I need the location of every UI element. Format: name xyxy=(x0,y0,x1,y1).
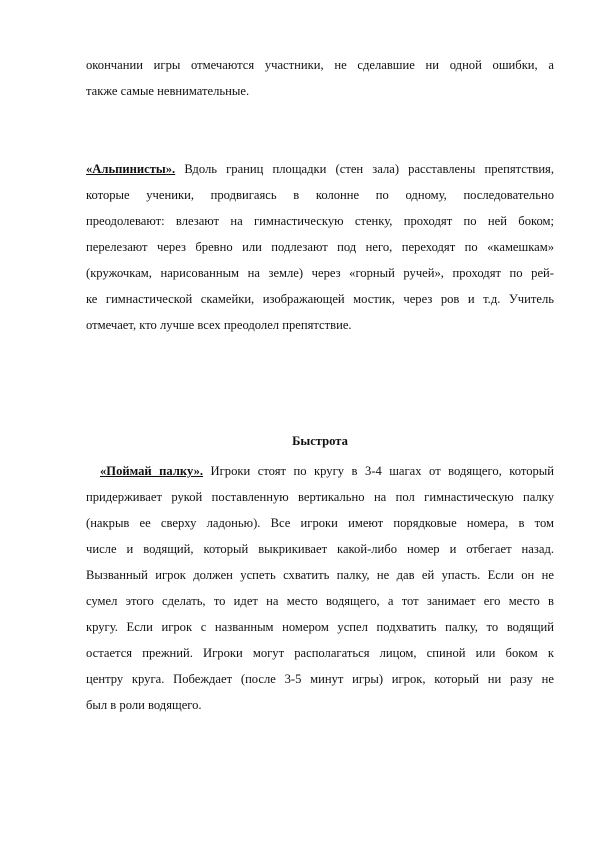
text-line: числе и водящий, который выкрикивает какой-либо номер и отбегает назад. xyxy=(86,542,554,556)
text-line: также самые невнимательные. xyxy=(86,84,250,98)
alpinists-paragraph xyxy=(86,156,554,338)
text-line: кругу. Если игрок с названным номером успел подхватить палку, то водящий xyxy=(86,620,554,634)
catch-stick-paragraph xyxy=(86,458,554,718)
text-line: которые ученики, продвигаясь в колонне по одному, последовательно xyxy=(86,188,554,202)
text-line: отмечает, кто лучше всех преодолел препятствие. xyxy=(86,318,352,332)
text-line: Вызванный игрок должен успеть схватить палку, не дав ей упасть. Если он не xyxy=(86,568,554,582)
text-line: (накрыв ее сверху ладонью). Все игроки имеют порядковые номера, в том xyxy=(86,516,554,530)
text-fragment: Вдоль границ площадки (стен зала) расставлены препятствия, xyxy=(175,162,554,176)
text-fragment: Игроки стоят по кругу в 3-4 шагах от водящего, который xyxy=(203,464,554,478)
section-heading: Быстрота xyxy=(292,434,348,448)
game-title-catch-stick: «Поймай палку». xyxy=(100,464,204,478)
text-line xyxy=(86,156,554,182)
text-line: остается прежний. Игроки могут располагаться лицом, спиной или боком к xyxy=(86,646,554,660)
intro-paragraph xyxy=(86,52,554,104)
text-line: преодолевают: влезают на гимнастическую стенку, проходят по ней боком; xyxy=(86,214,554,228)
text-line: придерживает рукой поставленную вертикально на пол гимнастическую палку xyxy=(86,490,554,504)
text-line: окончании игры отмечаются участники, не сделавшие ни одной ошибки, а xyxy=(86,58,554,72)
text-line: был в роли водящего. xyxy=(86,698,202,712)
text-line: перелезают через бревно или подлезают под него, переходят по «камешкам» xyxy=(86,240,554,254)
text-line xyxy=(86,458,554,484)
text-line: центру круга. Побеждает (после 3-5 минут игры) игрок, который ни разу не xyxy=(86,672,554,686)
text-line: (кружочкам, нарисованным на земле) через «горный ручей», проходят по рей- xyxy=(86,266,554,280)
text-line: сумел этого сделать, то идет на место водящего, а тот занимает его место в xyxy=(86,594,554,608)
game-title-alpinists: «Альпинисты». xyxy=(86,162,176,176)
text-line: ке гимнастической скамейки, изображающей мостик, через ров и т.д. Учитель xyxy=(86,292,554,306)
